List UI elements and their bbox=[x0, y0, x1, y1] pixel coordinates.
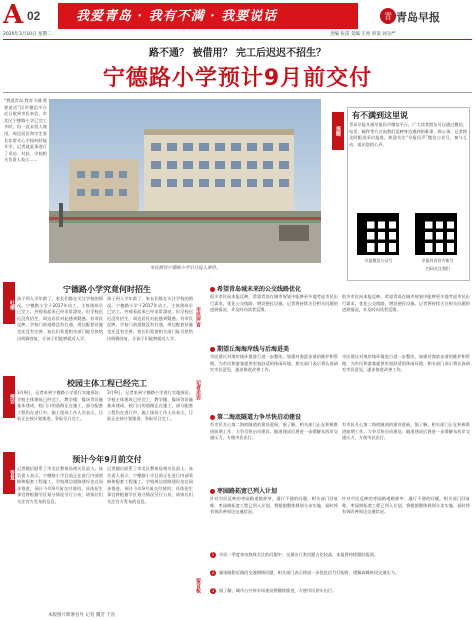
right-section2-title bbox=[210, 344, 289, 353]
wechat-qr-code[interactable] bbox=[357, 213, 399, 255]
footer-credit: 本版图片除署名外 记者 魏芳 于浩 bbox=[48, 613, 116, 618]
comment-tag: 提醒 bbox=[332, 112, 344, 150]
right-section4-title bbox=[210, 486, 277, 495]
top-rule bbox=[3, 39, 472, 40]
right-section1-title-text: 希望青岛城未来的公交线路优化 bbox=[217, 286, 302, 293]
qr-hint: 扫码关注我们 bbox=[426, 266, 450, 271]
headline-rule bbox=[3, 92, 472, 93]
right-section1-title bbox=[210, 284, 301, 293]
right-section2-body-a: 市民建议对海岸线环境进行进一步整治，加强对海滨步道的维护和管理，为市民和游客提供更加舒适的休闲环境。相关部门表示将认真研究市民意见，逐步推进改善工作。 bbox=[210, 354, 338, 373]
section2-body-a: 3月9日，记者来到宁德路小学进行实地探访。学校主体建筑已经完工，教学楼、操场等设施基本建成，校门口的道路正在施工，部分配套工程仍在进行中。施工现场工作人员表示，目前正在按计划推进，争取早日完工。 bbox=[17, 390, 103, 422]
section3-body-b: 记者随后联系了市北区教体局相关负责人。该负责人表示，宁德路小学目前正在进行内部装修和配套工程施工，学校周边道路建设也在同步推进，预计今年9月前交付使用。具体招生事宜将根据学区划分情况另行公布，请家长们关注官方发布的信息。 bbox=[107, 466, 193, 504]
tag-reply: 答复 bbox=[3, 452, 15, 494]
section2-title: 校园主体工程已经完工 bbox=[67, 379, 147, 388]
right-section4-body-a: 针对市民反映的枣园路道路狭窄、通行不便的问题，相关部门回复称，枣园路拓宽工程已列入计划，将根据整体规划分步实施，届时将有效改善周边交通状况。 bbox=[210, 496, 338, 515]
section3-body-a: 记者随后联系了市北区教体局相关负责人。该负责人表示，宁德路小学目前正在进行内部装修和配套工程施工，学校周边道路建设也在同步推进，预计今年9月前交付使用。具体招生事宜将根据学区划分情况另行公布，请家长们关注官方发布的信息。 bbox=[17, 466, 103, 504]
right-section2-body-b: 市民建议对海岸线环境进行进一步整治，加强对海滨步道的维护和管理，为市民和游客提供更加舒适的休闲环境。相关部门表示将认真研究市民意见，逐步推进改善工作。 bbox=[342, 354, 470, 373]
note-2 bbox=[210, 570, 470, 584]
douyin-qr-code[interactable] bbox=[415, 213, 457, 255]
school-building-image bbox=[49, 99, 321, 263]
bullet-icon bbox=[210, 415, 215, 420]
section1-title: 宁德路小学究竟何时招生 bbox=[63, 285, 151, 294]
side-tag-visit: 记者走访 bbox=[195, 380, 201, 400]
comment-body: 青岛早报开通早报民声微信平台，广大读者朋友可以通过微信、电话、邮件等方式向我们反映身边遇到的难事、烦心事，记者将及时跟进采访报道。欢迎关注“早报民声”微信公众号，参与互动，说出您的心声。 bbox=[349, 122, 467, 147]
right-section3-body-a: 有市民关心第二海底隧道的建设进展。据了解，相关部门正在积极推进前期工作，力争尽快启动建设。隧道建成后将进一步缓解东西岸交通压力，方便市民出行。 bbox=[210, 422, 338, 441]
tag-visit: 探访 bbox=[3, 376, 15, 418]
note-3-text: 据了解，城市公共停车场建设将继续推进，方便市民停车出行。 bbox=[219, 588, 337, 593]
note-3-number: 3 bbox=[211, 588, 215, 593]
qr1-caption: 早报微信公众号 bbox=[364, 258, 393, 263]
side-tag-board: 留言板 bbox=[195, 577, 201, 593]
lead-paragraph: “我爱青岛·我有不满·我要说话”民声微信平台近日收到市民来信，市北区宁德路小学已完工多时，但一直未投入使用，周边居民和学生家长非常关心学校何时能开学。记者就此事进行了采访。对此，学校相关负责人表示…… bbox=[4, 98, 47, 163]
subheadline: 路不通？ 被借用？ 完工后迟迟不招生？ bbox=[149, 48, 326, 59]
comment-title: 有不满到这里说 bbox=[352, 111, 408, 120]
tag-complaint: 吐槽 bbox=[3, 282, 15, 324]
qr2-caption: 早报抖音官方账号 bbox=[421, 258, 454, 263]
main-headline: 宁德路小学预计9月前交付 bbox=[102, 66, 373, 91]
note-1 bbox=[210, 552, 470, 566]
right-section2-title-text: 期望丘海海岸线与后海进美 bbox=[217, 346, 290, 353]
right-section3-body-b: 有市民关心第二海底隧道的建设进展。据了解，相关部门正在积极推进前期工作，力争尽快启动建设。隧道建成后将进一步缓解东西岸交通压力，方便市民出行。 bbox=[342, 422, 470, 441]
right-section4-body-b: 针对市民反映的枣园路道路狭窄、通行不便的问题，相关部门回复称，枣园路拓宽工程已列入计划，将根据整体规划分步实施，届时将有效改善周边交通状况。 bbox=[342, 496, 470, 515]
bullet-icon bbox=[210, 489, 215, 494]
page-letter: A bbox=[3, 0, 24, 30]
date-line: 2020年3月10日 星期二 bbox=[3, 32, 52, 37]
editor-line: 责编 张雷 美编 王亮 审读 刘分严 bbox=[330, 32, 396, 37]
right-section4-title-text: 枣园路拓宽已列入计划 bbox=[217, 488, 278, 495]
side-tag-voice: 市民声音 bbox=[195, 307, 201, 327]
right-section3-title-text: 第二海底隧道力争尽快启动建设 bbox=[217, 414, 302, 421]
page-number: 02 bbox=[27, 9, 41, 23]
bullet-icon bbox=[210, 287, 215, 292]
right-section1-body-b: 很多市民向本报反映，希望青岛在城市规划中能够更多地考虑市民出行需求，优化公交线路，增设便民设施。记者将持续关注相关问题的进展情况，并及时向读者反馈。 bbox=[342, 294, 470, 313]
section2-body-b: 3月9日，记者来到宁德路小学进行实地探访。学校主体建筑已经完工，教学楼、操场等设施基本建成，校门口的道路正在施工，部分配套工程仍在进行中。施工现场工作人员表示，目前正在按计划推进，争取早日完工。 bbox=[107, 390, 193, 422]
svg-text:青: 青 bbox=[384, 12, 392, 21]
note-2-text: 湖南路附近路段交通拥堵问题，相关部门表示将进一步优化信号灯配时，缓解高峰时段交通压力。 bbox=[219, 570, 400, 575]
note-3 bbox=[210, 588, 470, 602]
note-1-text: 市民一季度来电热线关注的问题中，交通出行类问题占比较高，本报将持续跟踪报道。 bbox=[219, 552, 379, 557]
section1-body-a: 孩子到入学年龄了，家长们都在关注学校的情况。宁德路小学于2017年动工，主体建筑早已完工，外观看起来已经非常漂亮。但学校迟迟没有招生，周边居民对此感到疑惑。有市民反映，学校门前道路没有打通，周边配套设施也还没有完善。家长们希望相关部门能尽快给出明确答复，让孩子们能够就近入学。 bbox=[17, 296, 103, 341]
section3-title: 预计今年9月前交付 bbox=[72, 455, 142, 464]
right-section1-body-a: 很多市民向本报反映，希望青岛在城市规划中能够更多地考虑市民出行需求，优化公交线路，增设便民设施。记者将持续关注相关问题的进展情况，并及时向读者反馈。 bbox=[210, 294, 338, 313]
slogan-text: 我爱青岛 · 我有不满 · 我要说话 bbox=[76, 9, 278, 24]
section1-body-b: 孩子到入学年龄了，家长们都在关注学校的情况。宁德路小学于2017年动工，主体建筑早已完工，外观看起来已经非常漂亮。但学校迟迟没有招生，周边居民对此感到疑惑。有市民反映，学校门前道路没有打通，周边配套设施也还没有完善。家长们希望相关部门能尽快给出明确答复，让孩子们能够就近入学。 bbox=[107, 296, 193, 341]
note-2-number: 2 bbox=[211, 570, 215, 575]
logo-text: 青岛早报 bbox=[396, 12, 440, 24]
school-photo bbox=[49, 99, 321, 263]
bullet-icon bbox=[210, 347, 215, 352]
note-1-number: 1 bbox=[211, 552, 215, 557]
photo-caption: 市民期待宁德路小学早日投入使用。 bbox=[149, 266, 221, 271]
right-section3-title bbox=[210, 412, 301, 421]
